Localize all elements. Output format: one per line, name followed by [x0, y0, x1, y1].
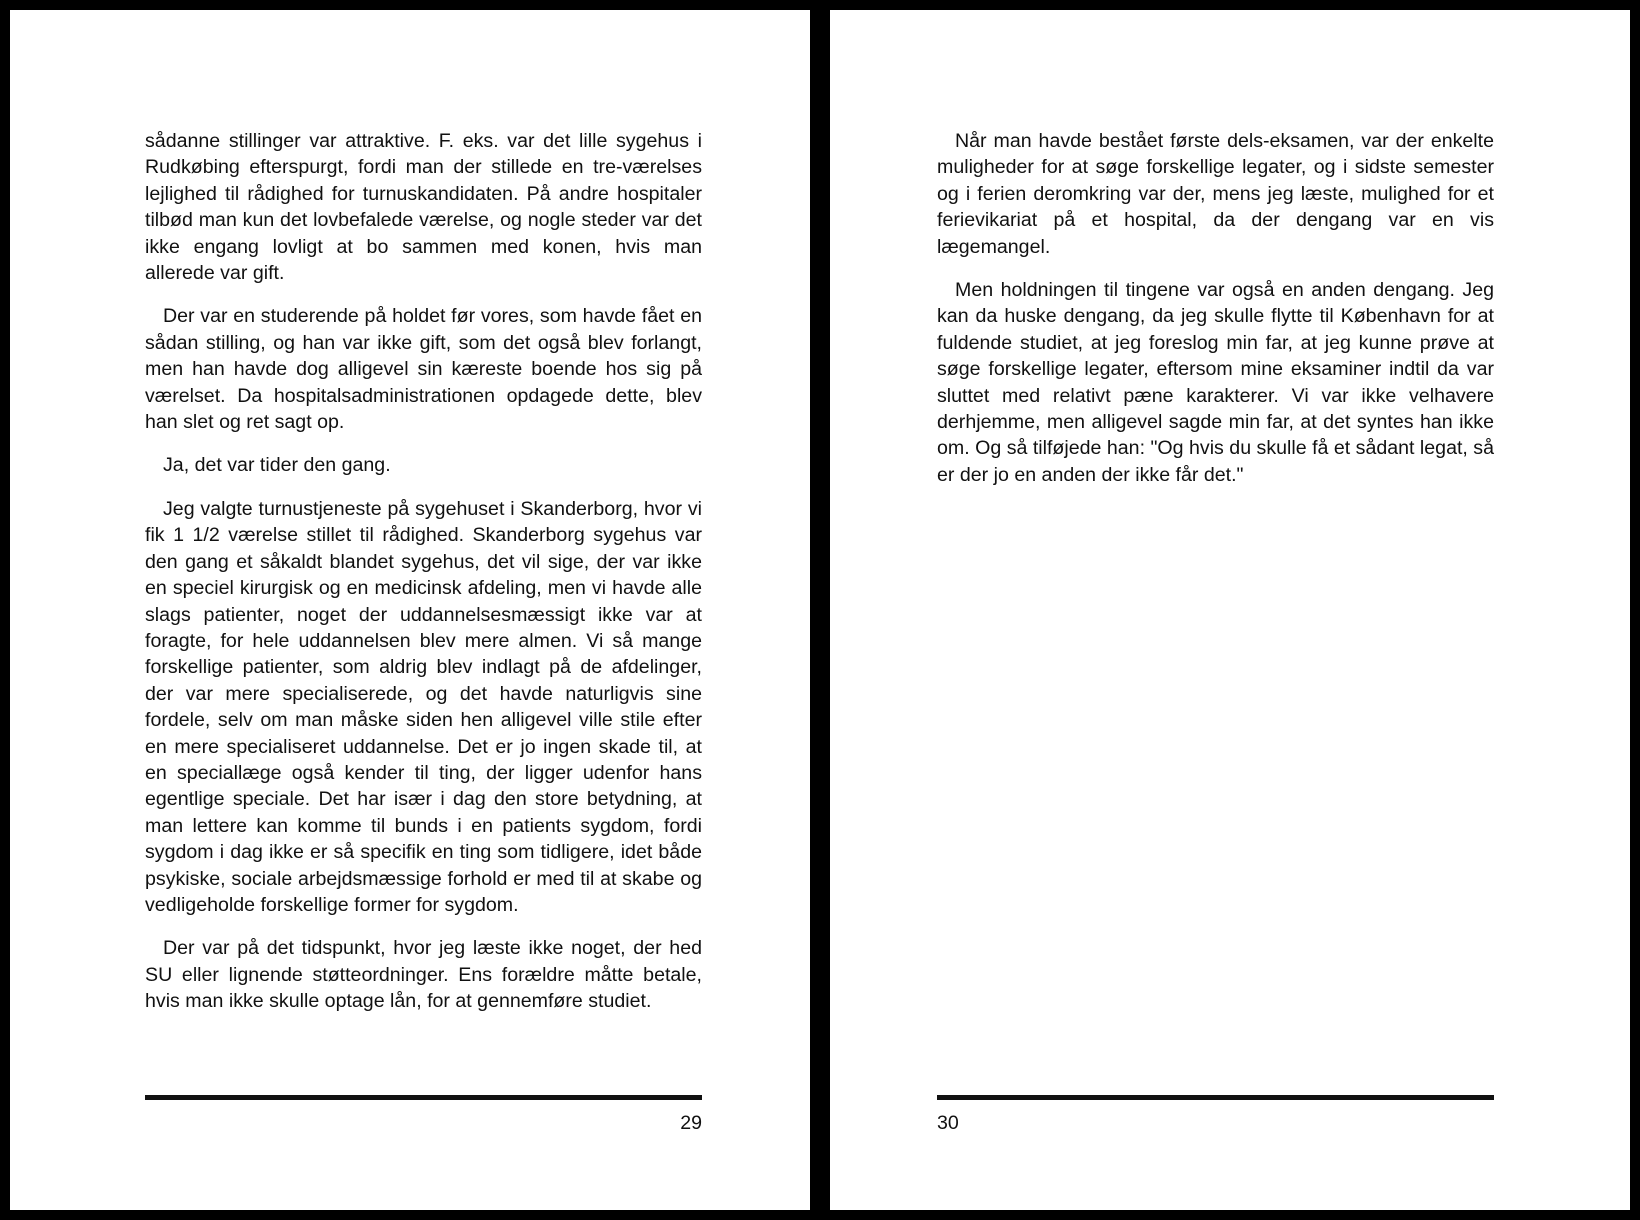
paragraph: Når man havde bestået første dels-eksamen, var der enkelte muligheder for at søge forskellige legater, og i sidste semester og i ferien deromkring var der, mens jeg læste, mulighed for et ferievikariat på et hospital, da der dengang var en vis lægemangel. [937, 130, 1494, 258]
paragraph: sådanne stillinger var attraktive. F. eks. var det lille sygehus i Rudkøbing efterspurgt, fordi man der stillede en tre-værelses lejlighed til rådighed for turnuskandidaten. På andre hospitaler tilbød man kun det lovbefalede værelse, og nogle steder var det ikke engang lovligt at bo sammen med konen, hvis man allerede var gift. [145, 130, 702, 285]
left-page-text [145, 128, 702, 1032]
paragraph: Men holdningen til tingene var også en anden dengang. Jeg kan da huske dengang, da jeg skulle flytte til København for at fuldende studiet, at jeg foreslog min far, at jeg kunne prøve at søge forskellige legater, eftersom mine eksaminer indtil da var sluttet med relativt pæne karakterer. Vi var ikke velhavere derhjemme, men alligevel sagde min far, at det syntes han ikke om. Og så tilføjede han: "Og hvis du skulle få et sådant legat, så er der jo en anden der ikke får det." [937, 279, 1494, 486]
page-number: 29 [680, 1112, 702, 1134]
right-page-text [937, 128, 1494, 505]
paragraph: Der var på det tidspunkt, hvor jeg læste ikke noget, der hed SU eller lignende støtteordninger. Ens forældre måtte betale, hvis man ikke skulle optage lån, for at gennemføre studiet. [145, 937, 702, 1013]
right-page [830, 10, 1630, 1210]
footer-rule [145, 1095, 702, 1100]
paragraph: Der var en studerende på holdet før vores, som havde fået en sådan stilling, og han var ikke gift, som det også blev forlangt, men han havde dog alligevel sin kæreste boende hos sig på værelset. Da hospitalsadministrationen opdagede dette, blev han slet og ret sagt op. [145, 305, 702, 434]
paragraph: Ja, det var tider den gang. [163, 454, 391, 477]
paragraph: Jeg valgte turnustjeneste på sygehuset i Skanderborg, hvor vi fik 1 1/2 værelse stillet til rådighed. Skanderborg sygehus var den gang et såkaldt blandet sygehus, det vil sige, der var ikke en speciel kirurgisk og en medicinsk afdeling, men vi havde alle slags patienter, noget der uddannelsesmæssigt ikke var at foragte, for hele uddannelsen blev mere almen. Vi så mange forskellige patienter, som aldrig blev indlagt på de afdelinger, der var mere specialiserede, og det havde naturligvis sine fordele, selv om man måske siden hen alligevel ville stile efter en mere specialiseret uddannelse. Det er jo ingen skade til, at en speciallæge også kender til ting, der ligger udenfor hans egentlige speciale. Det har især i dag den store betydning, at man lettere kan komme til bunds i en patients sygdom, fordi sygdom i dag ikke er så specifik en ting som tidligere, idet både psykiske, sociale arbejdsmæssige forhold er med til at skabe og vedligeholde forskellige former for sygdom. [145, 497, 702, 916]
page-number: 30 [937, 1112, 959, 1134]
footer-rule [937, 1095, 1494, 1100]
left-page [10, 10, 810, 1210]
